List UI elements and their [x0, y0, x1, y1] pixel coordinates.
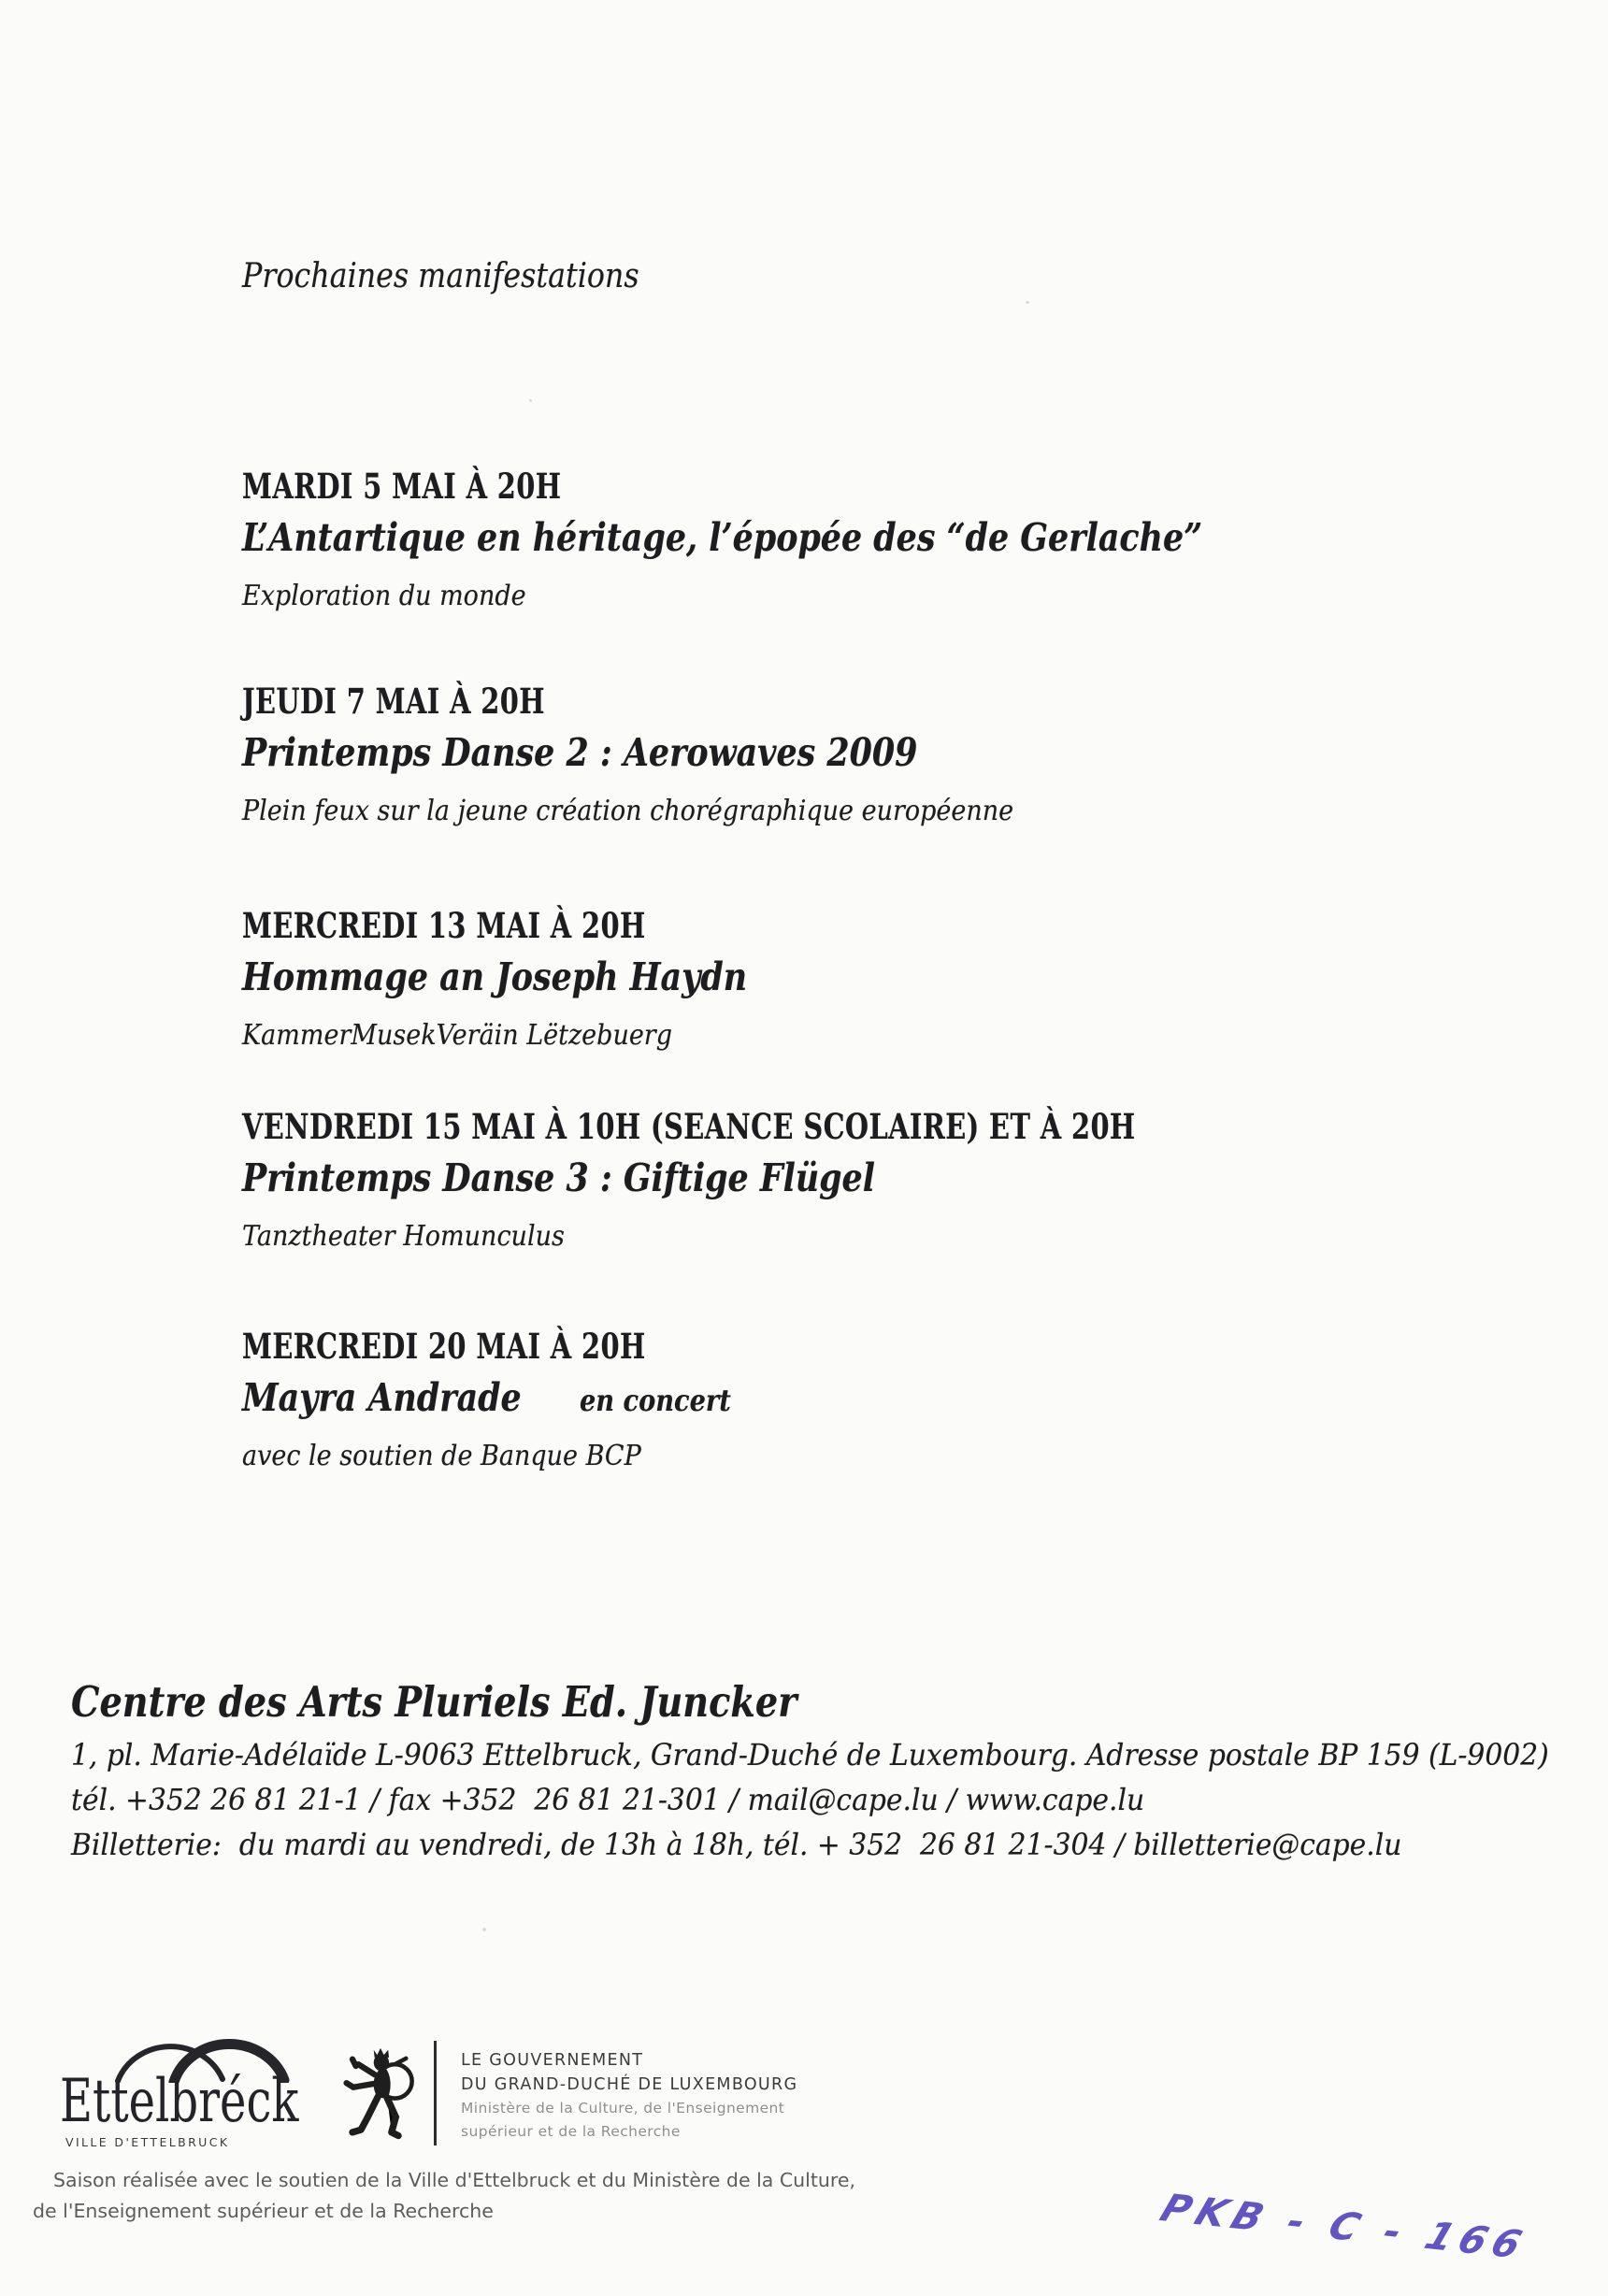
event-item	[242, 1108, 1387, 1252]
scan-speck	[482, 1928, 486, 1931]
event-subtitle: KammerMusekVeräin Lëtzebuerg	[242, 1018, 673, 1052]
event-title: Printemps Danse 2 : Aerowaves 2009	[242, 729, 918, 775]
event-subtitle: Tanztheater Homunculus	[242, 1219, 565, 1253]
season-credits	[33, 2165, 855, 2227]
credits-line: de l'Enseignement supérieur et de la Recherche	[33, 2200, 494, 2222]
venue-billetterie: Billetterie: du mardi au vendredi, de 13h à 18h, tél. + 352 26 81 21-304 / billetterie@cape.lu	[71, 1826, 1402, 1862]
venue-address: 1, pl. Marie-Adélaïde L-9063 Ettelbruck, Grand-Duché de Luxembourg. Adresse postale BP 159 (L-9002)	[71, 1737, 1549, 1772]
scan-speck	[1026, 301, 1029, 304]
venue-info	[71, 1677, 1608, 1862]
event-title: L’Antartique en héritage, l’épopée des “de Gerlache”	[242, 514, 1203, 560]
event-date: MERCREDI 20 MAI À 20H	[242, 1326, 646, 1367]
government-line2: DU GRAND-DUCHÉ DE LUXEMBOURG	[461, 2074, 798, 2094]
event-date: MARDI 5 MAI À 20H	[242, 466, 562, 507]
government-ministry-line2: supérieur et de la Recherche	[461, 2122, 681, 2140]
government-line1: LE GOUVERNEMENT	[461, 2051, 644, 2070]
event-subtitle: Plein feux sur la jeune création chorégraphique européenne	[242, 794, 1014, 827]
event-item	[242, 907, 836, 1051]
venue-name: Centre des Arts Pluriels Ed. Juncker	[71, 1677, 797, 1727]
event-title: Printemps Danse 3 : Giftige Flügel	[242, 1155, 875, 1200]
event-item	[242, 1327, 759, 1471]
credits-line: Saison réalisée avec le soutien de la Ville d'Ettelbruck et du Ministère de la Culture,	[53, 2169, 855, 2191]
event-subtitle: Exploration du monde	[242, 579, 526, 612]
event-title: Hommage an Joseph Haydn	[242, 954, 748, 999]
event-title: Mayra Andrade en concert	[242, 1374, 732, 1420]
handwritten-annotation: PKB - C - 166	[1155, 2186, 1534, 2268]
luxembourg-lion-icon	[342, 2047, 419, 2141]
venue-contact: tél. +352 26 81 21-1 / fax +352 26 81 21-301 / mail@cape.lu / www.cape.lu	[71, 1781, 1145, 1817]
event-title-suffix: en concert	[580, 1382, 732, 1418]
ettelbruck-wordmark: Ettelbréck	[60, 2067, 299, 2136]
ettelbruck-city-label: VILLE D'ETTELBRUCK	[65, 2135, 230, 2149]
logo-divider	[434, 2041, 437, 2145]
government-logo-text	[461, 2053, 797, 2139]
event-subtitle: avec le soutien de Banque BCP	[242, 1439, 641, 1472]
event-item	[242, 467, 1371, 611]
ettelbruck-logo	[58, 2038, 329, 2155]
event-date: VENDREDI 15 MAI À 10H (SEANCE SCOLAIRE) ET À 20H	[242, 1106, 1136, 1147]
event-date: MERCREDI 13 MAI À 20H	[242, 905, 646, 946]
government-ministry-line1: Ministère de la Culture, de l'Enseignement	[461, 2100, 785, 2117]
scan-speck	[529, 399, 532, 402]
event-date: JEUDI 7 MAI À 20H	[242, 681, 545, 722]
event-item	[242, 682, 1099, 826]
page-title: Prochaines manifestations	[242, 257, 639, 295]
